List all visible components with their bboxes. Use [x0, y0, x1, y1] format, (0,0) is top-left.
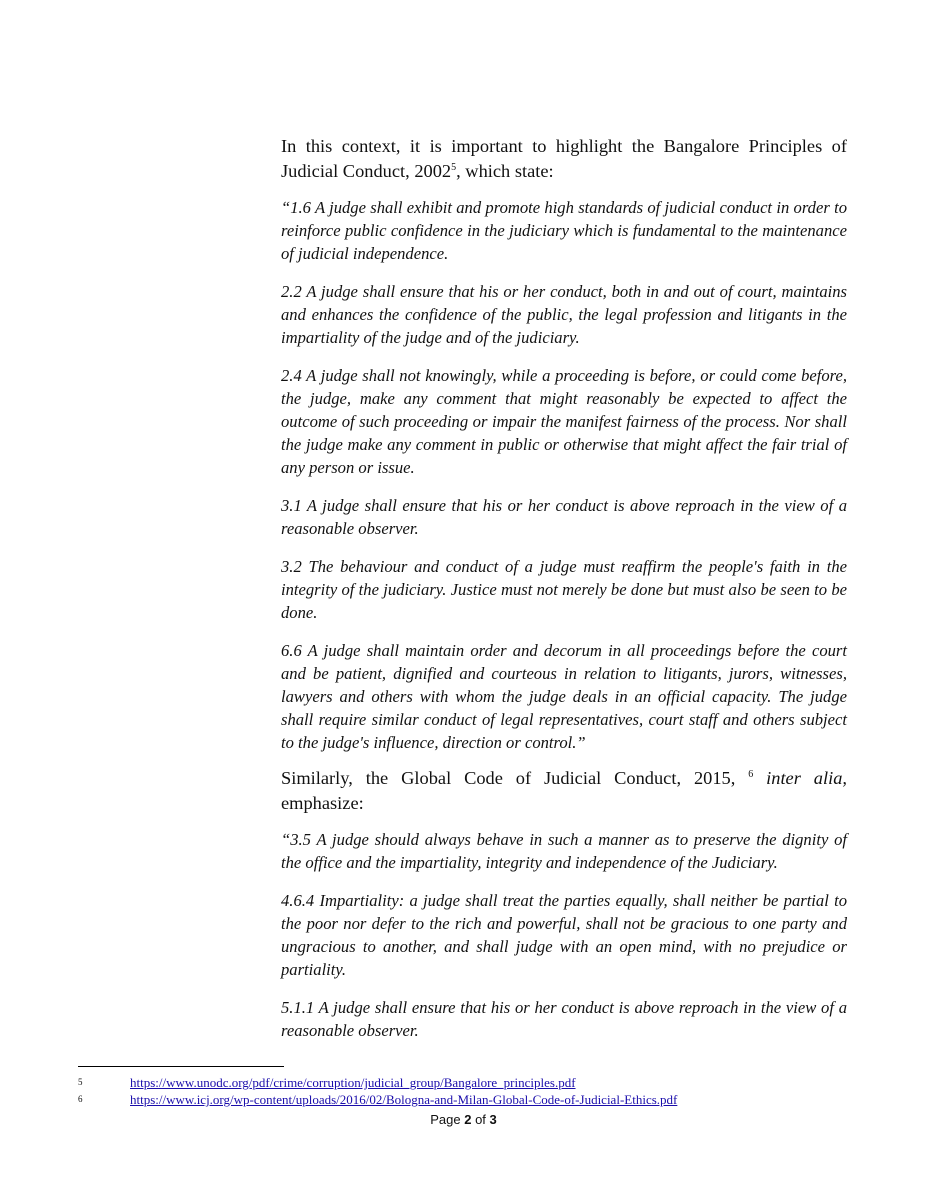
- page-label: Page: [430, 1112, 461, 1127]
- quote-bangalore-6-6: 6.6 A judge shall maintain order and decorum in all proceedings before the court and be patient, dignified and courteous in relation to litigants, jurors, witnesses, lawyers and others with whom the judge deals in an official capacity. The judge shall require similar conduct of legal representatives, court staff and others subject to the judge's influence, direction or control.”: [281, 641, 847, 752]
- quote-global-3-5: “3.5 A judge should always behave in such a manner as to preserve the dignity of the office and the impartiality, integrity and independence of the Judiciary.: [281, 830, 847, 872]
- intro-text: In this context, it is important to highlight the Bangalore Principles of Judicial Conduct, 2002: [281, 136, 847, 181]
- intro-text-end: , which state:: [456, 161, 554, 181]
- quote-bangalore-3-2: 3.2 The behaviour and conduct of a judge must reaffirm the people's faith in the integrity of the judiciary. Justice must not merely be done but must also be seen to be done.: [281, 557, 847, 622]
- footnote-number: 6: [78, 1094, 83, 1104]
- total-pages: 3: [489, 1112, 497, 1127]
- quote-bangalore-1-6: “1.6 A judge shall exhibit and promote high standards of judicial conduct in order to reinforce public confidence in the judiciary which is fundamental to the maintenance of judicial independence.: [281, 198, 847, 263]
- page-of-label: of: [475, 1112, 486, 1127]
- quote-bangalore-2-2: 2.2 A judge shall ensure that his or her conduct, both in and out of court, maintains and enhances the confidence of the public, the legal profession and litigants in the impartiality of the judge and of the judiciary.: [281, 282, 847, 347]
- inter-alia-text: inter alia,: [766, 768, 847, 788]
- similarly-text: Similarly, the Global Code of Judicial Conduct, 2015,: [281, 768, 736, 788]
- footnote-link-global-code[interactable]: https://www.icj.org/wp-content/uploads/2016/02/Bologna-and-Milan-Global-Code-of-Judicial-Ethics.pdf: [130, 1092, 678, 1107]
- footnote-number: 5: [78, 1077, 83, 1087]
- quote-global-4-6-4: 4.6.4 Impartiality: a judge shall treat the parties equally, shall neither be partial to the poor nor defer to the rich and powerful, shall not be gracious to one party and ungracious to another, and shall judge with an open mind, with no prejudice or partiality.: [281, 891, 847, 979]
- quote-bangalore-2-4: 2.4 A judge shall not knowingly, while a proceeding is before, or could come before, the judge, make any comment that might reasonably be expected to affect the outcome of such proceeding or impair the manifest fairness of the process. Nor shall the judge make any comment in public or otherwise that might affect the fair trial of any person or issue.: [281, 366, 847, 477]
- footnote-5: [78, 1075, 878, 1091]
- quote-bangalore-3-1: 3.1 A judge shall ensure that his or her conduct is above reproach in the view of a reasonable observer.: [281, 496, 847, 538]
- similarly-text-end: emphasize:: [281, 793, 364, 813]
- intro-paragraph: [281, 134, 847, 184]
- footnote-6: [78, 1092, 878, 1108]
- footnote-link-bangalore[interactable]: https://www.unodc.org/pdf/crime/corruption/judicial_group/Bangalore_principles.pdf: [130, 1075, 576, 1090]
- current-page: 2: [464, 1112, 472, 1127]
- footnote-ref-6[interactable]: 6: [748, 768, 754, 780]
- footnote-separator: [78, 1066, 284, 1067]
- footnote-ref-5[interactable]: 5: [451, 161, 457, 173]
- document-body: [281, 134, 847, 1042]
- page-number: [0, 1112, 927, 1128]
- similarly-paragraph: [281, 766, 847, 816]
- quote-global-5-1-1: 5.1.1 A judge shall ensure that his or her conduct is above reproach in the view of a reasonable observer.: [281, 998, 847, 1040]
